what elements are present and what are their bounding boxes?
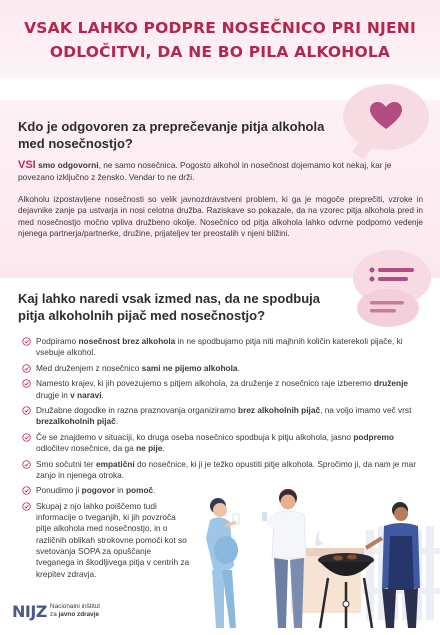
heading-line-2: med nosečnostjo?: [18, 136, 133, 151]
tip-text: in ne spodbujamo pitja niti majhnih količin katerekoli pijače, ki vsebuje alkohol.: [36, 336, 403, 358]
tip-emphasis: v naravi: [70, 389, 102, 400]
tip-item: [22, 405, 422, 428]
tip-text: .: [101, 389, 104, 400]
title-line-1: VSAK LAHKO PODPRE NOSEČNICO PRI NJENI: [24, 19, 416, 37]
title-line-2: ODLOČITVI, DA NE BO PILA ALKOHOLA: [49, 43, 391, 61]
check-circle-icon: [22, 433, 31, 442]
check-circle-icon: [22, 460, 31, 469]
text-lines-icon: [368, 266, 418, 284]
heading-line-1: Kaj lahko naredi vsak izmed nas, da ne spodbuja: [18, 291, 320, 306]
tip-text: .: [153, 485, 156, 496]
tip-text: odločitev nosečnice, da ga: [36, 443, 137, 454]
check-circle-icon: [22, 379, 31, 388]
tip-emphasis: sami ne pijemo alkohola: [141, 362, 238, 373]
lead-rest: , ne samo nosečnica. Pogosto alkohol in nosečnost dojemamo kot nekaj, kar je povezano izključno z žensko. Vendar to ne drži.: [18, 160, 392, 182]
lead-bold: smo odgovorni: [38, 160, 99, 170]
logo-text: [50, 603, 100, 619]
tip-item: [22, 378, 422, 401]
text-lines-icon-small: [370, 298, 406, 316]
page-title: [20, 16, 420, 64]
title-banner: [0, 0, 440, 78]
lead-vsi: VSI: [18, 159, 36, 171]
tip-text: .: [162, 443, 165, 454]
tip-text: Namesto krajev, ki jih povezujemo s pitjem alkohola, za druženje z nosečnico raje izberemo: [36, 378, 374, 389]
tip-text: , na voljo imamo več vrst: [320, 405, 412, 416]
tip-text: do nosečnice, ki ji je težko opustiti pitje alkohola. Spročimo ji, da nam je mar zanjo in njenega otroka.: [36, 458, 416, 480]
barbecue-illustration: [196, 478, 440, 635]
logo-line-2-bold: javno zdravje: [58, 611, 100, 618]
tip-item: [22, 432, 422, 455]
heart-icon: [369, 101, 403, 131]
tip-text: .: [237, 362, 240, 373]
tip-text: drugje in: [36, 389, 71, 400]
heading-line-1: Kdo je odgovoren za preprečevanje pitja alkohola: [18, 119, 325, 134]
tip-text: Ponudimo ji: [36, 485, 82, 496]
body-paragraph: Alkoholu izpostavljene nosečnosti so velik javnozdravstveni problem, ki ga je mogoče preprečiti, vzroke in dejavnike zanje pa ustvarja in nosi celotna družba. Raziskave so pokazale, da na vzorec pitja alkohola pred in med nosečnostjo močno vpliva družbeno okolje. Nosečnico od pitja alkohola lahko odvrne podporno vedenje njenega partnerja/partnerke, družine, prijateljev ter preostalih v njeni bližini.: [18, 195, 423, 239]
heading-line-2: pitja alkoholnih pijač med nosečnostjo?: [18, 308, 266, 323]
tip-emphasis: ne pije: [136, 443, 163, 454]
tip-item: [22, 501, 192, 580]
check-circle-icon: [22, 406, 31, 415]
tip-text: Družabne dogodke in razna praznovanja organiziramo: [36, 405, 239, 416]
section-1-heading: [18, 118, 358, 152]
lead-paragraph: [18, 160, 423, 183]
tip-text: Če se znajdemo v situaciji, ko druga oseba nosečnico spodbuja k pitju alkohola, jasno: [36, 431, 354, 442]
tip-emphasis: podpremo: [353, 431, 394, 442]
tip-text: Smo sočutni ter: [36, 458, 96, 469]
tip-item: [22, 363, 422, 374]
check-circle-icon: [22, 486, 31, 495]
section-2-heading: [18, 290, 348, 324]
tip-emphasis: nosečnost brez alkohola: [78, 336, 176, 346]
tip-text: Skupaj z njo lahko poiščemo tudi informacije o tveganjih, ki jih povzroča pitje alkohola med nosečnostjo, in o različnih oblikah strokovne pomoči kot so svetovanja SOPA za opuščanje tveganega in škodljivega pitja v centrih za krepitev zdravja.: [36, 500, 190, 579]
logo-mark: NIJZ: [12, 602, 47, 621]
check-circle-icon: [22, 337, 31, 346]
tip-emphasis: druženje: [373, 378, 408, 389]
logo-line-2-prefix: za: [50, 611, 59, 618]
tip-emphasis: empatični: [95, 458, 135, 469]
tip-emphasis: brez alkoholnih pijač: [238, 405, 321, 416]
tip-text: in: [114, 485, 126, 496]
check-circle-icon: [22, 364, 31, 373]
check-circle-icon: [22, 502, 31, 511]
tip-text: Med druženjem z nosečnico: [36, 362, 142, 373]
tip-item: [22, 336, 422, 359]
tip-text: Podpiramo: [36, 336, 79, 346]
tip-emphasis: pomoč: [125, 485, 154, 496]
tip-emphasis: pogovor: [81, 485, 115, 496]
tip-text: .: [115, 416, 119, 427]
tip-emphasis: brezalkoholnih pijač: [36, 416, 116, 427]
nijz-logo: [12, 600, 132, 630]
logo-line-1: Nacionalni inštitut: [50, 603, 101, 610]
